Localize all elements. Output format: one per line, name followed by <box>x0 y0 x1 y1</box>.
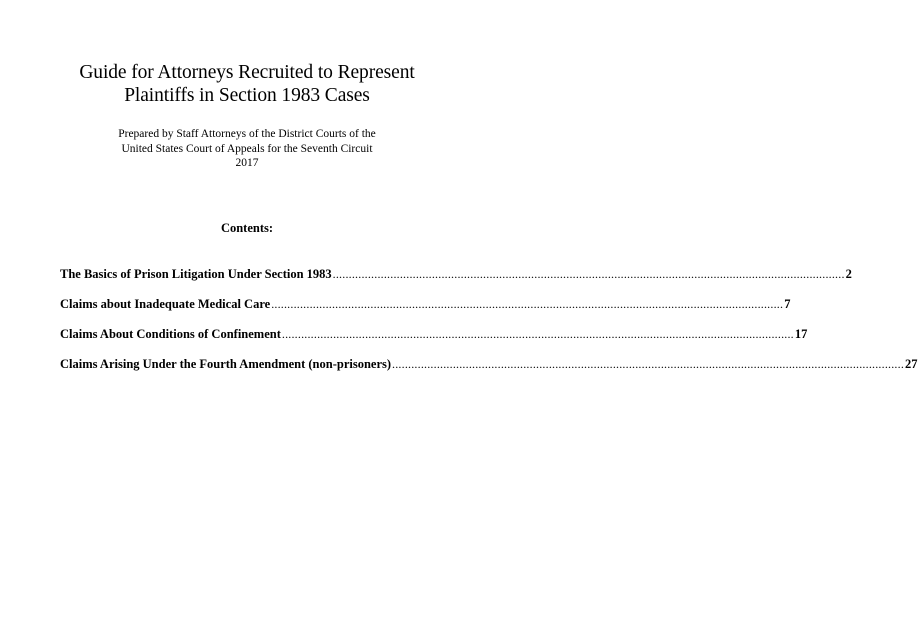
toc-dot-leader: ................................................................................................................................................................ <box>392 357 905 371</box>
toc-entry-title: Claims About Conditions of Confinement <box>60 327 281 341</box>
toc-page-number: 2 <box>845 267 852 281</box>
contents-heading: Contents: <box>220 221 274 235</box>
toc-dot-leader: ................................................................................................................................................................ <box>271 297 784 311</box>
toc-dot-leader: ................................................................................................................................................................ <box>281 327 794 341</box>
toc-entry-title: Claims about Inadequate Medical Care <box>60 297 271 311</box>
toc-entry-medical-care[interactable] <box>60 296 791 312</box>
toc-entry-fourth-amendment[interactable] <box>60 356 918 372</box>
toc-entry-title: Claims Arising Under the Fourth Amendment (non-prisoners) <box>60 357 392 371</box>
prepared-by-line-1: Prepared by Staff Attorneys of the District Courts of the <box>118 128 376 140</box>
toc-dot-leader: ................................................................................................................................................................ <box>332 267 845 281</box>
toc-entry-prison-litigation-basics[interactable] <box>60 266 852 282</box>
toc-entry-title: The Basics of Prison Litigation Under Section 1983 <box>60 267 332 281</box>
toc-page-number: 17 <box>794 327 808 341</box>
prepared-by-line-2: United States Court of Appeals for the Seventh Circuit <box>121 143 373 155</box>
toc-page-number: 27 <box>905 357 918 371</box>
document-title-line-2: Plaintiffs in Section 1983 Cases <box>124 85 370 106</box>
toc-entry-conditions-of-confinement[interactable] <box>60 326 808 342</box>
document-title-line-1: Guide for Attorneys Recruited to Represent <box>79 62 415 83</box>
publication-year: 2017 <box>235 157 259 169</box>
toc-page-number: 7 <box>784 297 791 311</box>
